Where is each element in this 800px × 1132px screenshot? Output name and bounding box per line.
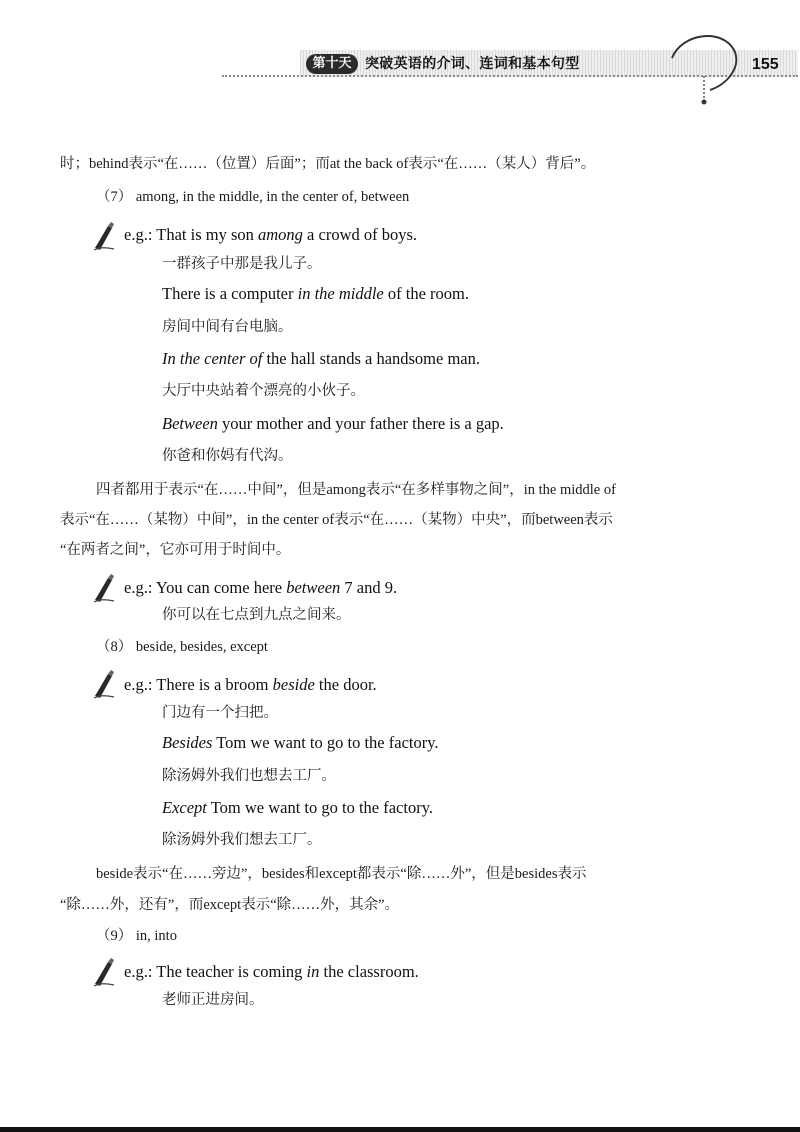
paragraph-line: “在两者之间”，它亦可用于时间中。 <box>60 542 291 558</box>
translation: 大厅中央站着个漂亮的小伙子。 <box>162 383 365 399</box>
example-sentence: Besides Tom we want to go to the factory. <box>162 733 439 752</box>
section-heading-7: （7） among, in the middle, in the center of, between <box>96 189 410 205</box>
day-badge: 第十天 <box>306 54 358 74</box>
bottom-rule <box>0 1127 800 1132</box>
example-sentence: In the center of the hall stands a handsome man. <box>162 349 481 368</box>
paragraph-line: “除……外，还有”，而except表示“除……外，其余”。 <box>60 897 400 913</box>
section-heading-8: （8） beside, besides, except <box>96 639 268 655</box>
translation: 你爸和你妈有代沟。 <box>162 448 293 464</box>
example-sentence: e.g.: The teacher is coming in the classroom. <box>124 962 419 981</box>
paragraph-line: beside表示“在……旁边”，besides和except都表示“除……外”，但是besides表示 <box>96 866 587 882</box>
translation: 一群孩子中那是我儿子。 <box>162 256 322 272</box>
example-sentence: Except Tom we want to go to the factory. <box>162 798 434 817</box>
translation: 除汤姆外我们也想去工厂。 <box>162 768 336 784</box>
paragraph-line: 四者都用于表示“在……中间”，但是among表示“在多样事物之间”，in the middle of <box>96 482 616 498</box>
paragraph-line: 时；behind表示“在……（位置）后面”；而at the back of表示“在……（某人）背后”。 <box>60 156 596 172</box>
translation: 门边有一个扫把。 <box>162 705 278 721</box>
paragraph-line: 表示“在……（某物）中间”，in the center of表示“在……（某物）中央”，而between表示 <box>60 512 613 528</box>
translation: 房间中间有台电脑。 <box>162 319 293 335</box>
chapter-title: 突破英语的介词、连词和基本句型 <box>365 56 580 72</box>
translation: 你可以在七点到九点之间来。 <box>162 607 351 623</box>
example-sentence: e.g.: You can come here between 7 and 9. <box>124 578 398 597</box>
pen-icon <box>92 670 116 700</box>
example-sentence: Between your mother and your father there is a gap. <box>162 414 504 433</box>
translation: 老师正进房间。 <box>162 992 264 1008</box>
example-sentence: e.g.: There is a broom beside the door. <box>124 675 377 694</box>
pen-icon <box>92 958 116 988</box>
pen-icon <box>92 222 116 252</box>
example-sentence: There is a computer in the middle of the room. <box>162 284 469 303</box>
arc-ornament-icon <box>662 28 752 108</box>
page-number: 155 <box>752 56 779 73</box>
translation: 除汤姆外我们想去工厂。 <box>162 832 322 848</box>
section-heading-9: （9） in, into <box>96 928 177 944</box>
pen-icon <box>92 574 116 604</box>
example-sentence: e.g.: That is my son among a crowd of boys. <box>124 225 418 244</box>
